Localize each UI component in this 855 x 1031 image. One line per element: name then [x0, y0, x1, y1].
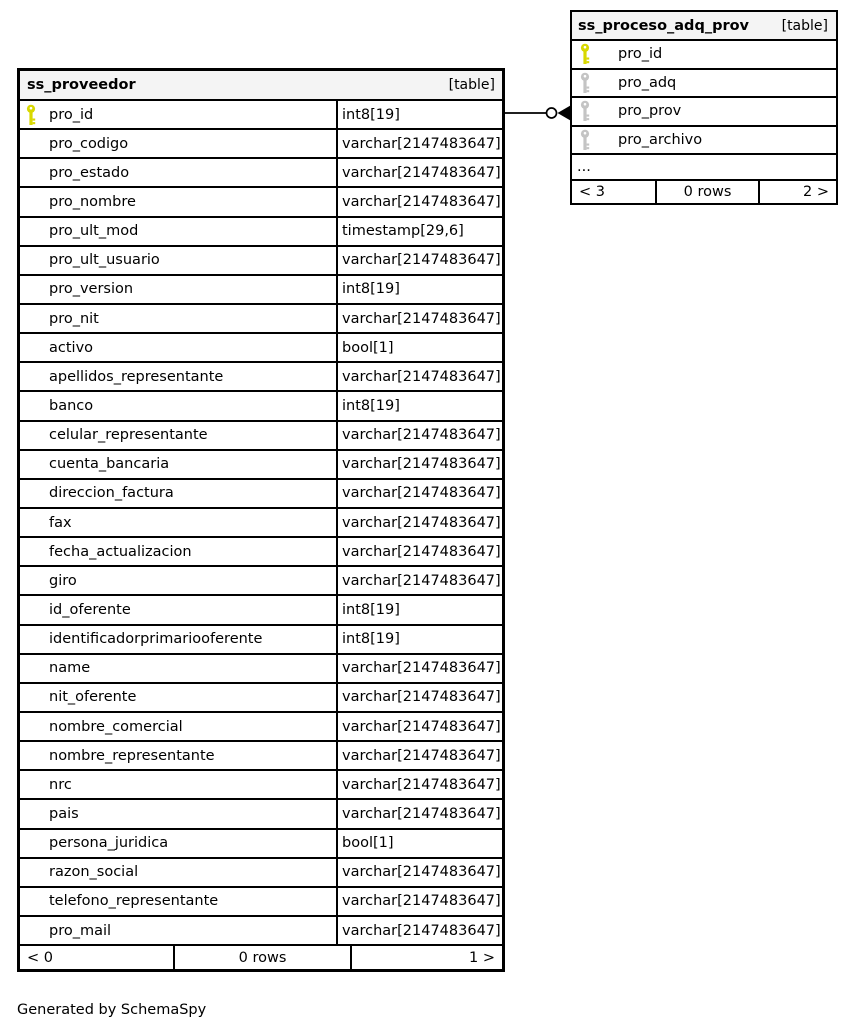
column-row-fax	[20, 509, 502, 538]
parent-relations-count: < 0	[27, 949, 53, 966]
column-row-pais	[20, 800, 502, 829]
column-type: varchar[2147483647]	[336, 422, 502, 449]
column-type: varchar[2147483647]	[336, 188, 502, 215]
column-type: varchar[2147483647]	[336, 451, 502, 478]
column-row-pro_ult_mod	[20, 218, 502, 247]
column-type: varchar[2147483647]	[336, 888, 502, 915]
column-row-pro_nombre	[20, 188, 502, 217]
column-row-banco	[20, 392, 502, 421]
column-row-direccion_factura	[20, 480, 502, 509]
column-row-pro_id	[572, 41, 836, 70]
column-type: varchar[2147483647]	[336, 859, 502, 886]
column-type: int8[19]	[336, 392, 502, 419]
column-name: fax	[49, 514, 72, 531]
column-name: apellidos_representante	[49, 368, 224, 385]
table-name: ss_proceso_adq_prov	[578, 17, 750, 34]
parent-relations-count: < 3	[579, 184, 605, 200]
child-relations-count: 2 >	[758, 181, 836, 203]
column-row-identificadorprimariooferente	[20, 626, 502, 655]
column-name: pro_estado	[49, 164, 130, 181]
column-name: pais	[49, 805, 79, 822]
column-row-cuenta_bancaria	[20, 451, 502, 480]
column-type: varchar[2147483647]	[336, 538, 502, 565]
column-row-pro_estado	[20, 159, 502, 188]
table-columns	[20, 101, 502, 944]
column-row-pro_codigo	[20, 130, 502, 159]
column-row-pro_version	[20, 276, 502, 305]
column-name: pro_adq	[618, 74, 677, 91]
column-type: int8[19]	[336, 626, 502, 653]
primary-key-icon	[580, 44, 591, 65]
column-name: pro_id	[49, 106, 94, 123]
column-name: pro_version	[49, 281, 134, 298]
column-row-pro_id	[20, 101, 502, 130]
column-type: varchar[2147483647]	[336, 363, 502, 390]
column-type: int8[19]	[336, 596, 502, 623]
column-name: activo	[49, 339, 94, 356]
table-footer	[20, 944, 502, 969]
column-type: varchar[2147483647]	[336, 305, 502, 332]
table-node-ss_proveedor[interactable]	[17, 68, 505, 972]
table-type-badge: [table]	[781, 17, 828, 34]
column-type: varchar[2147483647]	[336, 567, 502, 594]
column-row-giro	[20, 567, 502, 596]
column-name: razon_social	[49, 864, 139, 881]
column-name: cuenta_bancaria	[49, 456, 170, 473]
column-name: nrc	[49, 776, 72, 793]
column-type: varchar[2147483647]	[336, 800, 502, 827]
column-row-pro_prov	[572, 98, 836, 127]
column-row-nombre_comercial	[20, 713, 502, 742]
column-name: telefono_representante	[49, 893, 219, 910]
column-type: varchar[2147483647]	[336, 247, 502, 274]
primary-key-icon	[26, 104, 37, 125]
column-row-razon_social	[20, 859, 502, 888]
column-type: varchar[2147483647]	[336, 771, 502, 798]
column-name: pro_codigo	[49, 135, 129, 152]
column-row-nombre_representante	[20, 742, 502, 771]
column-name: nombre_representante	[49, 747, 215, 764]
column-name: pro_ult_mod	[49, 223, 139, 240]
column-row-pro_ult_usuario	[20, 247, 502, 276]
column-type: varchar[2147483647]	[336, 917, 502, 944]
column-row-celular_representante	[20, 422, 502, 451]
column-name: name	[49, 660, 91, 677]
column-row-pro_mail	[20, 917, 502, 944]
column-name: persona_juridica	[49, 835, 169, 852]
column-name: id_oferente	[49, 601, 131, 618]
column-type: bool[1]	[336, 334, 502, 361]
column-name: celular_representante	[49, 427, 208, 444]
table-header[interactable]	[572, 12, 836, 41]
row-count: 0 rows	[173, 946, 350, 969]
column-row-activo	[20, 334, 502, 363]
column-name: pro_nit	[49, 310, 99, 327]
column-type: varchar[2147483647]	[336, 742, 502, 769]
foreign-key-icon	[580, 72, 591, 93]
column-name: banco	[49, 397, 94, 414]
column-name: nit_oferente	[49, 689, 137, 706]
column-type: timestamp[29,6]	[336, 218, 502, 245]
column-row-id_oferente	[20, 596, 502, 625]
table-name: ss_proveedor	[27, 77, 136, 93]
column-type: varchar[2147483647]	[336, 684, 502, 711]
column-name: pro_archivo	[618, 131, 703, 148]
column-name: direccion_factura	[49, 485, 174, 502]
column-name: nombre_comercial	[49, 718, 183, 735]
row-ellipsis	[572, 155, 836, 179]
column-row-telefono_representante	[20, 888, 502, 917]
table-type-badge: [table]	[448, 77, 495, 93]
column-name: pro_prov	[618, 103, 682, 120]
child-relations-count: 1 >	[350, 946, 502, 969]
foreign-key-icon	[580, 101, 591, 122]
table-columns	[572, 41, 836, 179]
column-row-nit_oferente	[20, 684, 502, 713]
column-type: varchar[2147483647]	[336, 130, 502, 157]
column-name: pro_nombre	[49, 193, 136, 210]
column-type: int8[19]	[336, 101, 502, 128]
column-row-apellidos_representante	[20, 363, 502, 392]
foreign-key-icon	[580, 129, 591, 150]
relationship-circle-terminator	[547, 108, 557, 118]
table-footer	[572, 179, 836, 203]
column-name: giro	[49, 572, 77, 589]
column-row-name	[20, 655, 502, 684]
column-name: fecha_actualizacion	[49, 543, 192, 560]
table-node-ss_proceso_adq_prov[interactable]	[570, 10, 838, 205]
column-row-pro_adq	[572, 70, 836, 99]
column-row-pro_archivo	[572, 127, 836, 156]
generator-credit: Generated by SchemaSpy	[17, 1002, 207, 1018]
column-row-nrc	[20, 771, 502, 800]
column-name: identificadorprimariooferente	[49, 631, 263, 648]
column-row-fecha_actualizacion	[20, 538, 502, 567]
relationship-arrowhead	[558, 106, 571, 120]
column-type: int8[19]	[336, 276, 502, 303]
column-name: pro_id	[618, 46, 663, 63]
row-count: 0 rows	[655, 181, 758, 203]
column-type: varchar[2147483647]	[336, 480, 502, 507]
column-type: varchar[2147483647]	[336, 509, 502, 536]
column-name: pro_ult_usuario	[49, 252, 160, 269]
column-type: varchar[2147483647]	[336, 655, 502, 682]
column-type: bool[1]	[336, 830, 502, 857]
column-row-pro_nit	[20, 305, 502, 334]
column-name: ...	[577, 159, 591, 175]
column-row-persona_juridica	[20, 830, 502, 859]
column-type: varchar[2147483647]	[336, 159, 502, 186]
column-name: pro_mail	[49, 922, 112, 939]
column-type: varchar[2147483647]	[336, 713, 502, 740]
table-header[interactable]	[20, 71, 502, 101]
